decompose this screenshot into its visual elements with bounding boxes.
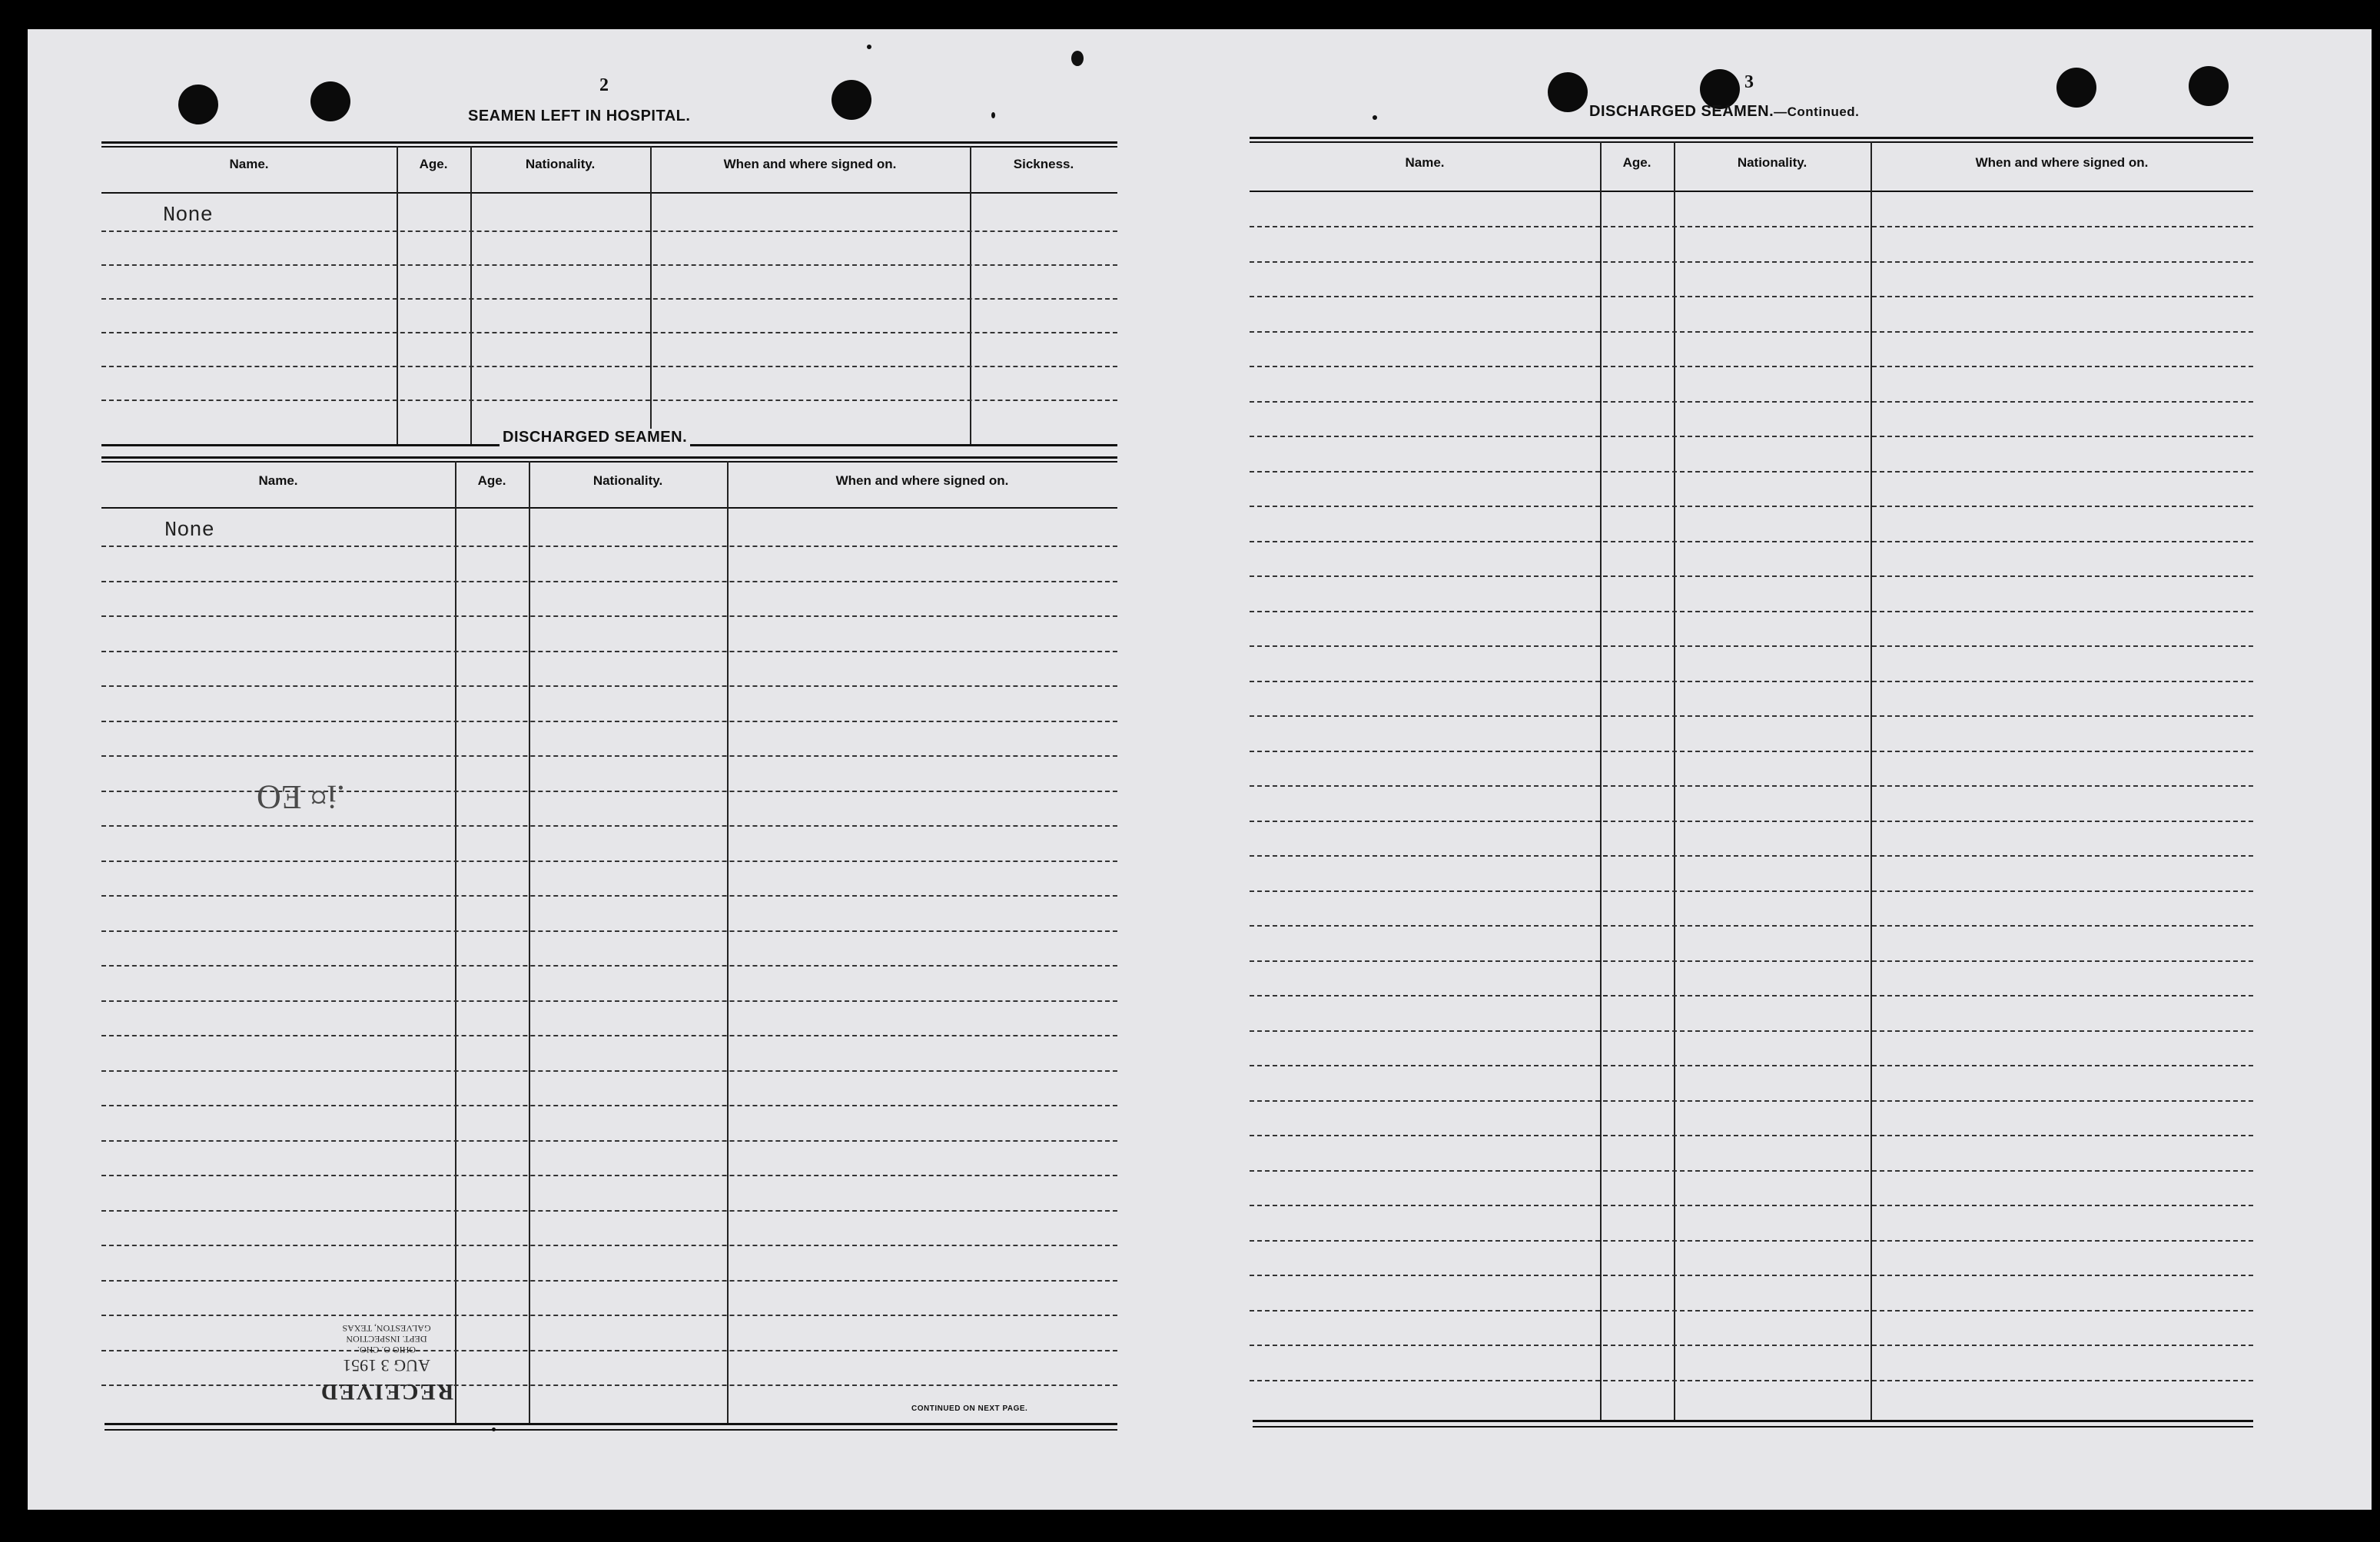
right-table-top-rule-2	[1250, 141, 2253, 143]
row-line	[101, 615, 1117, 617]
row-line	[101, 1350, 1117, 1351]
hospital-table-top-rule	[101, 141, 1117, 144]
row-line	[101, 791, 1117, 792]
row-line	[101, 1280, 1117, 1282]
discharged-section-title: DISCHARGED SEAMEN.	[500, 429, 690, 446]
row-line	[101, 1175, 1117, 1176]
row-line	[101, 861, 1117, 862]
row-line	[101, 895, 1117, 897]
row-line	[1250, 785, 2253, 787]
row-line	[101, 581, 1117, 582]
paper-speck	[867, 45, 871, 49]
row-line	[1250, 1170, 2253, 1172]
right-col-signed-on: When and where signed on.	[1975, 155, 2149, 170]
punch-hole	[2189, 66, 2229, 106]
stamp-line: GALVESTON, TEXAS	[342, 1323, 431, 1334]
bleed-through-mark: .i¤ EO	[257, 778, 345, 816]
hospital-row-line	[101, 230, 1117, 232]
discharged-col-name: Name.	[258, 473, 298, 488]
hospital-row-line	[101, 400, 1117, 401]
discharged-col-nationality: Nationality.	[593, 473, 663, 488]
right-col-age: Age.	[1622, 155, 1651, 170]
hospital-row-line	[101, 264, 1117, 266]
received-stamp	[298, 1289, 475, 1404]
row-line	[101, 1000, 1117, 1002]
hospital-row-line	[101, 298, 1117, 300]
row-line	[1250, 681, 2253, 682]
page-number: 3	[1744, 72, 1754, 92]
paper-speck	[991, 112, 995, 118]
page-number: 2	[599, 75, 609, 95]
hospital-row-line	[101, 366, 1117, 367]
right-section-title-suffix: —Continued.	[1774, 104, 1860, 119]
discharged-table-bottom-rule	[105, 1423, 1117, 1425]
row-line	[101, 1210, 1117, 1212]
row-line	[101, 685, 1117, 687]
hospital-table-top-rule-2	[101, 146, 1117, 148]
row-line	[1250, 821, 2253, 822]
row-line	[101, 1035, 1117, 1036]
row-line	[1250, 1100, 2253, 1102]
right-table-bottom-rule	[1253, 1420, 2253, 1422]
right-col-divider	[1600, 141, 1602, 1420]
row-line	[101, 546, 1117, 547]
row-line	[101, 825, 1117, 827]
row-line	[1250, 575, 2253, 577]
row-line	[1250, 261, 2253, 263]
row-line	[101, 930, 1117, 932]
stamp-date: AUG 3 1951	[343, 1356, 430, 1375]
row-line	[101, 755, 1117, 757]
punch-hole	[832, 80, 871, 120]
row-line	[1250, 995, 2253, 996]
stamp-line: DEPT. INSPECTION	[346, 1334, 427, 1345]
hospital-col-signed-on: When and where signed on.	[723, 157, 897, 171]
stamp-line: OHIO O. CHO.	[357, 1345, 416, 1355]
row-line	[1250, 751, 2253, 752]
discharged-col-divider	[455, 461, 456, 1423]
row-line	[1250, 436, 2253, 437]
row-line	[1250, 1380, 2253, 1381]
right-header-rule	[1250, 191, 2253, 192]
right-col-nationality: Nationality.	[1737, 155, 1807, 170]
paper-speck	[1071, 51, 1084, 66]
right-table-bottom-rule-2	[1253, 1426, 2253, 1428]
hospital-col-name: Name.	[229, 157, 269, 171]
hospital-entry-name: None	[163, 204, 213, 227]
right-section-title	[1589, 103, 1859, 121]
row-line	[1250, 366, 2253, 367]
right-col-divider	[1674, 141, 1675, 1420]
row-line	[1250, 401, 2253, 403]
hospital-header-rule	[101, 192, 1117, 194]
right-col-divider	[1870, 141, 1872, 1420]
row-line	[101, 1245, 1117, 1246]
punch-hole	[310, 81, 350, 121]
discharged-table-top-rule-2	[101, 461, 1117, 463]
row-line	[1250, 471, 2253, 473]
discharged-col-age: Age.	[477, 473, 506, 488]
row-line	[1250, 855, 2253, 857]
hospital-section-title: SEAMEN LEFT IN HOSPITAL.	[468, 108, 691, 124]
stamp-word: RECEIVED	[319, 1379, 454, 1404]
paper-speck	[1373, 115, 1377, 120]
right-table-top-rule	[1250, 137, 2253, 139]
discharged-table-top-rule	[101, 456, 1117, 459]
continued-footnote: CONTINUED ON NEXT PAGE.	[911, 1404, 1028, 1413]
row-line	[1250, 1310, 2253, 1312]
form-sheet	[28, 29, 2372, 1510]
row-line	[1250, 1240, 2253, 1242]
hospital-col-age: Age.	[419, 157, 448, 171]
row-line	[1250, 296, 2253, 297]
row-line	[1250, 331, 2253, 333]
punch-hole	[1548, 72, 1588, 112]
row-line	[1250, 645, 2253, 647]
row-line	[1250, 541, 2253, 542]
row-line	[1250, 1205, 2253, 1206]
punch-hole	[2056, 68, 2096, 108]
row-line	[1250, 715, 2253, 717]
punch-hole	[178, 85, 218, 124]
row-line	[101, 1070, 1117, 1072]
discharged-col-divider	[727, 461, 729, 1423]
row-line	[1250, 1065, 2253, 1066]
row-line	[1250, 1275, 2253, 1276]
right-col-name: Name.	[1405, 155, 1445, 170]
row-line	[1250, 226, 2253, 227]
row-line	[1250, 890, 2253, 892]
discharged-entry-name: None	[164, 519, 214, 542]
row-line	[1250, 611, 2253, 612]
row-line	[1250, 1135, 2253, 1136]
discharged-table-bottom-rule-2	[105, 1429, 1117, 1431]
hospital-col-nationality: Nationality.	[525, 157, 596, 171]
row-line	[101, 965, 1117, 967]
discharged-col-divider	[529, 461, 530, 1423]
row-line	[1250, 1030, 2253, 1032]
hospital-col-sickness: Sickness.	[1013, 157, 1074, 171]
row-line	[101, 1315, 1117, 1316]
row-line	[1250, 1345, 2253, 1346]
row-line	[1250, 960, 2253, 962]
row-line	[101, 721, 1117, 722]
row-line	[101, 1384, 1117, 1386]
hospital-row-line	[101, 332, 1117, 333]
discharged-col-signed-on: When and where signed on.	[835, 473, 1009, 488]
row-line	[101, 1105, 1117, 1106]
row-line	[1250, 925, 2253, 927]
row-line	[1250, 506, 2253, 507]
row-line	[101, 1140, 1117, 1142]
right-section-title-main: DISCHARGED SEAMEN.	[1589, 103, 1774, 120]
discharged-header-rule	[101, 507, 1117, 509]
row-line	[101, 651, 1117, 652]
